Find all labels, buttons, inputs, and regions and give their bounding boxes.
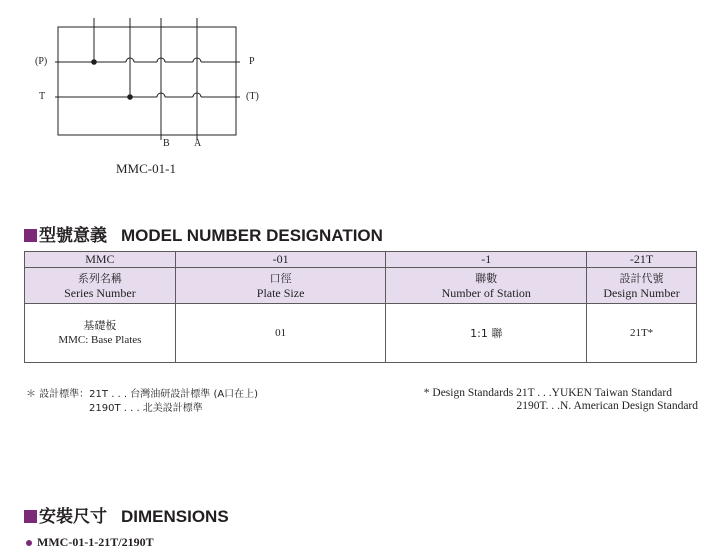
code-cell: -1	[386, 252, 587, 268]
port-label-p-right: P	[249, 56, 255, 67]
label-en: Plate Size	[256, 285, 305, 300]
note-line: 2190T. . .N. American Design Standard	[516, 400, 698, 412]
dimensions-model-label: MMC-01-1-21T/2190T	[37, 535, 154, 549]
port-label-a: A	[194, 138, 202, 149]
dimensions-model	[26, 535, 154, 550]
label-zh: 聯數	[475, 271, 498, 285]
value-cell: 01	[175, 304, 386, 363]
port-label-t-left: T	[39, 91, 46, 102]
label-row	[25, 268, 697, 304]
dimensions-title-zh: 安裝尺寸	[39, 507, 107, 527]
value-cell	[25, 304, 176, 363]
designation-heading	[24, 221, 383, 246]
note-line: * Design Standards 21T . . .YUKEN Taiwan Standard	[423, 387, 672, 399]
value-zh: 基礎板	[83, 319, 117, 332]
label-zh: 口徑	[269, 271, 292, 285]
designation-title-en: MODEL NUMBER DESIGNATION	[121, 226, 383, 245]
value-cell: 1:1 聯	[386, 304, 587, 363]
dimensions-title-en: DIMENSIONS	[121, 507, 229, 526]
block-outline	[58, 27, 236, 135]
label-cell	[386, 268, 587, 304]
value-row	[25, 304, 697, 363]
note-line: ＊ 設計標準：21T . . . 台灣油研設計標準 (A口在上)	[26, 389, 259, 400]
code-cell: MMC	[25, 252, 176, 268]
design-standard-note-zh	[26, 388, 258, 416]
code-cell: -01	[175, 252, 386, 268]
t-junction-dot	[127, 94, 133, 100]
label-cell	[25, 268, 176, 304]
section-marker-icon	[24, 229, 37, 242]
label-zh: 系列名稱	[77, 271, 122, 285]
p-junction-dot	[91, 59, 97, 65]
model-designation-table	[24, 251, 697, 363]
section-marker-icon	[24, 510, 37, 523]
port-label-b: B	[163, 138, 170, 149]
code-cell: -21T	[587, 252, 697, 268]
label-en: Design Number	[603, 285, 680, 300]
hydraulic-circuit-diagram	[0, 0, 300, 160]
bullet-dot-icon	[26, 540, 32, 546]
label-zh: 設計代號	[619, 271, 664, 285]
label-cell	[175, 268, 386, 304]
code-row	[25, 252, 697, 268]
designation-title-zh: 型號意義	[39, 226, 107, 246]
label-cell	[587, 268, 697, 304]
design-standard-note-en	[424, 387, 698, 413]
diagram-caption: MMC-01-1	[116, 161, 176, 176]
note-line: 2190T . . . 北美設計標準	[89, 403, 203, 414]
value-cell: 21T*	[587, 304, 697, 363]
value-en: MMC: Base Plates	[58, 334, 142, 346]
port-label-t-right: (T)	[246, 91, 259, 102]
label-en: Number of Station	[441, 285, 531, 300]
label-en: Series Number	[64, 285, 136, 300]
port-label-p-left: (P)	[35, 56, 48, 67]
dimensions-heading	[24, 502, 229, 527]
